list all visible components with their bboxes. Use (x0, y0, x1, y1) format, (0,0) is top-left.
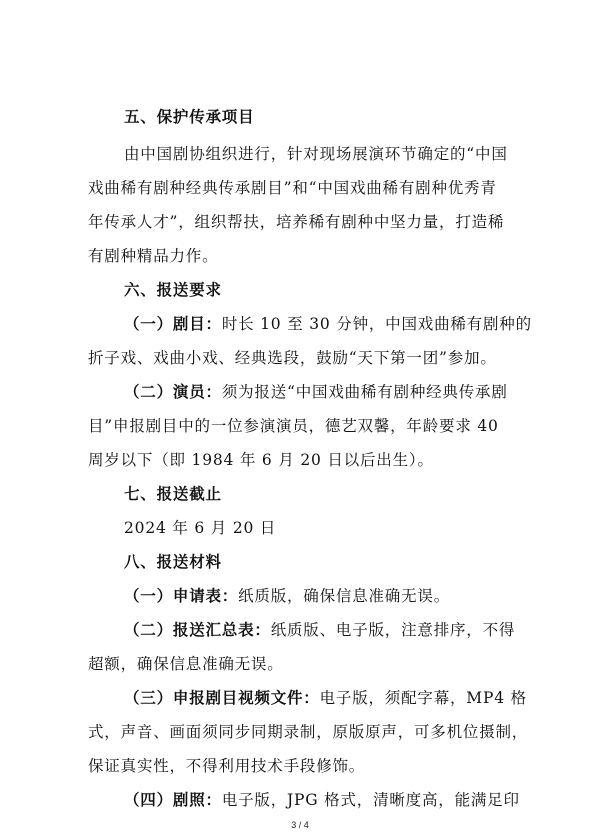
paragraph-line: 折子戏、戏曲小戏、经典选段，鼓励“天下第一团”参加。 (88, 349, 497, 367)
paragraph-line: 周岁以下（即 1984 年 6 月 20 日以后出生）。 (88, 451, 434, 469)
item-label: （四）剧照： (124, 790, 222, 809)
item-text: 时长 10 至 30 分钟，中国戏曲稀有剧种的 (221, 315, 532, 333)
item-label: （一）申请表： (124, 586, 239, 605)
section-heading-7: 七、报送截止 (124, 485, 222, 503)
list-item-line (124, 789, 600, 811)
paragraph-line: 式，声音、画面须同步同期录制，原版原声，可多机位摄制， (88, 723, 529, 741)
paragraph-line: 保证真实性，不得利用技术手段修饰。 (88, 757, 366, 775)
page-number: 3 / 4 (291, 820, 309, 830)
item-label: （一）剧目： (124, 314, 222, 333)
list-item-line (124, 585, 600, 607)
item-text: 电子版，须配字幕，MP4 格 (319, 689, 527, 707)
item-label: （二）演员： (124, 382, 222, 401)
list-item-line (124, 313, 600, 335)
section-heading-5: 五、保护传承项目 (124, 108, 255, 126)
paragraph-line: 年传承人才”，组织帮扶，培养稀有剧种中坚力量，打造稀 (88, 213, 505, 231)
item-label: （三）申报剧目视频文件： (124, 688, 320, 707)
paragraph-line: 戏曲稀有剧种经典传承剧目”和“中国戏曲稀有剧种优秀青 (88, 179, 497, 197)
item-text: 纸质版、电子版，注意排序，不得 (270, 621, 516, 639)
paragraph-line: 目”申报剧目中的一位参演演员，德艺双馨，年龄要求 40 (88, 417, 499, 435)
item-text: 电子版，JPG 格式，清晰度高，能满足印 (221, 791, 520, 809)
item-text: 纸质版，确保信息准确无误。 (238, 587, 451, 605)
section-heading-6: 六、报送要求 (124, 281, 222, 299)
deadline-date: 2024 年 6 月 20 日 (124, 519, 277, 537)
item-label: （二）报送汇总表： (124, 620, 271, 639)
list-item-line (124, 619, 600, 641)
paragraph-line: 由中国剧协组织进行，针对现场展演环节确定的“中国 (124, 145, 508, 163)
item-text: 须为报送“中国戏曲稀有剧种经典传承剧 (221, 383, 508, 401)
paragraph-line: 超额，确保信息准确无误。 (88, 655, 284, 673)
paragraph-line: 有剧种精品力作。 (88, 247, 219, 265)
list-item-line (124, 381, 600, 403)
list-item-line (124, 687, 600, 709)
section-heading-8: 八、报送材料 (124, 553, 222, 571)
